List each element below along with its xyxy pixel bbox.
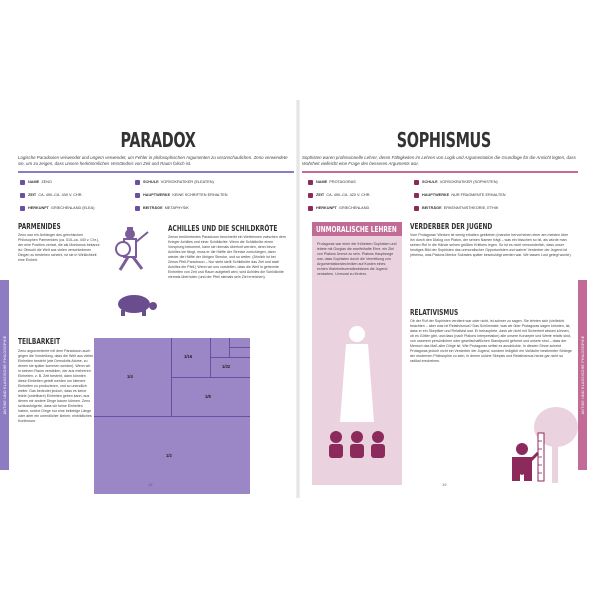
teilbarkeit-heading: TEILBARKEIT — [18, 337, 61, 346]
person-icon — [20, 180, 25, 185]
books-icon — [135, 193, 140, 198]
right-info-zeit — [316, 193, 371, 198]
left-name-value: ZENO — [41, 180, 52, 184]
school-icon — [135, 180, 140, 185]
relativismus-heading: RELATIVISMUS — [410, 308, 459, 317]
right-beitrag-value: ERKENNTNISTHEORIE, ETHIK — [443, 206, 499, 210]
right-haupt-value: NUR FRAGMENTE ERHALTEN — [451, 193, 506, 197]
right-page-number: 19 — [442, 482, 447, 487]
person-icon — [308, 180, 313, 185]
left-beitrag-label: BEITRÄGE — [143, 206, 163, 210]
relativismus-text: Ob der Ruf der Sophisten verdient war oder nicht, ist schwer zu sagen. Sie lehrten sich (vielleicht beachten – aber was Ist Relativismus? Das Schlimmste, was wir über Protagoras sagen könnten, ist, dass er ein Skeptiker und Relativist war. Er behauptete, dass wir nicht mit Sicherheit wissen können, ob es Götter gibt, und dass (nach Platons Interpretation) alle unsere Konzepte und Werte relativ sind, von unserem persönlichen oder gesellschaftlichen Standpunkt geformt und unsere sind – dass der Mensch das Maß aller Dinge ist. Wie Protagoras selbst es ausdrückte. In diesem Sinne scheint Protagoras jedoch nicht ein Verderber der Jugend, sondern lediglich ein Vorläufer bestimmter Stränge der modernen Philosophie zu sein, in denen solche Skepsis und Relativismus heute gar nicht so radikal erscheinen. — [410, 319, 572, 363]
verderber-heading: VERDERBER DER JUGEND — [410, 222, 493, 231]
quarter-block — [94, 338, 172, 416]
scroll-icon — [135, 206, 140, 211]
right-info-haupt — [422, 193, 506, 198]
left-zeit-label: ZEIT — [28, 193, 37, 197]
left-info-schule — [143, 180, 214, 185]
left-page-number: 18 — [148, 482, 153, 487]
left-schule-label: SCHULE — [143, 180, 159, 184]
right-herkunft-label: HERKUNFT — [316, 206, 337, 210]
left-title: PARADOX — [120, 128, 196, 152]
right-name-value: PROTAGORAS — [329, 180, 356, 184]
achilles-heading: ACHILLES UND DIE SCHILDKRÖTE — [168, 224, 278, 233]
books-icon — [414, 193, 419, 198]
school-icon — [414, 180, 419, 185]
right-sidebar-text: ANTIKE UND KLASSISCHE PHILOSOPHIE — [580, 335, 585, 415]
right-herkunft-value: GRIECHENLAND — [339, 206, 370, 210]
right-info-herkunft — [316, 206, 369, 211]
left-schule-value: VORSOKRATIKER (ELEATEN) — [160, 180, 214, 184]
left-zeit-value: CA. 490–CA. 430 V. CHR. — [38, 193, 83, 197]
book-gutter — [296, 100, 300, 498]
measuring-man-illustration — [498, 405, 578, 485]
left-herkunft-value: GRIECHENLAND (ELEA) — [51, 206, 95, 210]
achilles-tortoise-illustration — [106, 224, 166, 336]
left-herkunft-label: HERKUNFT — [28, 206, 49, 210]
right-intro: Sophisten waren professionelle Lehrer, deren Fähigkeiten im Lehren von Logik und Argumentation die Grundlage für die Ansicht legten, dass Wahrheit vielleicht eine Frage des besseren Arguments war. — [302, 155, 576, 166]
left-sidebar-tab — [0, 280, 9, 470]
eighth-label: 1/8 — [205, 394, 211, 399]
thirtysecond-label: 1/32 — [222, 364, 231, 369]
left-beitrag-value: METAPHYSIK — [164, 206, 189, 210]
right-rule — [302, 171, 578, 173]
right-page — [302, 100, 585, 498]
left-haupt-value: KEINE SCHRIFTEN ERHALTEN — [172, 193, 228, 197]
left-intro: Logische Paradoxien verwendet und ungern verwendet, um Fehler in philosophischen Argumenten zu veranschaulichen. Zeno verwendete sie, um zu zeigen, dass unsere herkömmliches Verständnis von Zeit und Raum falsch ist. — [18, 155, 288, 166]
small-block-b — [230, 347, 250, 357]
right-info-name — [316, 180, 356, 185]
unmoralisch-panel — [312, 222, 402, 485]
right-zeit-label: ZEIT — [316, 193, 325, 197]
quarter-label: 1/4 — [127, 374, 133, 379]
right-info-schule — [422, 180, 498, 185]
left-info-name — [28, 180, 52, 185]
right-info-beitrag — [422, 206, 498, 211]
right-schule-label: SCHULE — [422, 180, 438, 184]
left-name-label: NAME — [28, 180, 40, 184]
calendar-icon — [308, 193, 313, 198]
left-rule — [18, 171, 294, 173]
parmenides-text: Zeno war ein Anhänger des griechischen Philosophen Parmenides (ca. 515–ca. 440 v. Chr.), der eine Position vertrat, die als Monismus bekannt ist: Obwohl die Welt aus vielen verschiedenen Dingen zu bestehen scheint, ist sie in Wirklichkeit eine Einheit. — [18, 233, 100, 262]
half-block — [94, 416, 250, 494]
unmoralisch-text: Protagoras war einer der frühesten Sophisten und leitete mit Gorgias die zweifelhafte Ehre, ein Ziel von Platons Unmut zu sein. Platons Hauptsorge war, dass Sophisten durch die Vermittlung von Argumentationstechniken auf Kosten eines echten Wahrheitsverständnisses die Jugend verdarben, Unmoral zu fördern. — [317, 242, 397, 276]
half-label: 1/2 — [166, 453, 172, 458]
left-info-haupt — [143, 193, 228, 198]
verderber-text: Vom Protagoras' Werken ist wenig erhalten geblieben (manche hervorheben einer am meisten über ihn durch den Dialog von Platon, der seinen Namen trägt – was ein bisschen so ist, als würde man seinen Ruf in die Hände seines größten Kritikers legen. So ist es nicht verwunderlich, dass unser heutiges Bild der Sophisten das unmoralischer Opportunisten und wahrer Verderber der Jugend ist (ebenso, was Platons Mentor Sokrates später beschuldigt werden war. Wir lassen Lust gelegt wurde). — [410, 233, 572, 257]
left-info-herkunft — [28, 206, 94, 211]
left-info-beitrag — [143, 206, 189, 211]
right-haupt-label: HAUPTWERKE — [422, 193, 450, 197]
tortoise-icon — [118, 295, 157, 316]
calendar-icon — [20, 193, 25, 198]
document-icon — [308, 206, 313, 211]
eighth-block — [172, 377, 250, 416]
parmenides-heading: PARMENIDES — [18, 222, 61, 231]
right-sidebar-tab — [578, 280, 587, 470]
document-icon — [20, 206, 25, 211]
right-title: SOPHISMUS — [396, 128, 491, 152]
achilles-text: Zenos berühmtestes Paradoxon beschreibt ein Wettrennen zwischen dem Krieger Achilles und einer Schildkröte. Wenn die Schildkröte einen Vorsprung bekommt, kann sie niemals überholt werden, denn bevor Achilles sie fängt, muss er die Hälfte der Strecke zurücklegen, dann wieder die Hälfte der übrigen Strecke, und so weiter. (Ähnlich ist bei Zenos Pfeil-Paradoxon – Nur steht stellt Schildkröte das Ziel und statt Achilles ein Pfeil.) Wenn wir uns vorstellen, dass die Welt in getrennte Einheiten von Zeit und Raum aufgeteilt wird, wird Achilles die Schildkröte niemals überholen (und der Pfeil niemals sein Ziel erreichen). — [168, 235, 286, 279]
left-haupt-label: HAUPTWERKE — [143, 193, 171, 197]
thirtysecond-block — [211, 357, 250, 377]
sixteenth-label: 1/16 — [184, 354, 193, 359]
crouching-man-icon — [512, 443, 538, 481]
right-schule-value: VORSOKRATIKER (SOPHISTEN) — [439, 180, 498, 184]
achilles-icon — [116, 227, 148, 270]
orator-icon — [340, 326, 374, 422]
sixteenth-block — [172, 338, 211, 377]
scroll-icon — [414, 206, 419, 211]
right-zeit-value: CA. 490–CA. 420 V. CHR. — [326, 193, 371, 197]
ruler-icon — [538, 433, 544, 481]
left-info-zeit — [28, 193, 83, 198]
sophist-figures-illustration — [324, 322, 390, 472]
audience-icon — [329, 431, 385, 458]
subdivision-square — [94, 338, 250, 494]
unmoralisch-heading: UNMORALISCHE LEHREN — [316, 225, 397, 234]
small-block-a — [211, 338, 230, 357]
right-name-label: NAME — [316, 180, 328, 184]
teilbarkeit-text: Zeno argumentierte mit dem Paradoxon auch gegen die Vorstellung, dass die Welt aus vielen Einheiten besteht (wie Demokrits Atome, zu denen sie später kommen werden). Wenn wir in seinem Raum versteilen, der aus mehreren Einheiten, z. B. Zeit besteht, dann könnten diese Einheiten geteilt werden um kleinere Einheiten zu produzieren, und so unendlich weiter. Das bedeutet jedoch, dass es keine letzte (unteilbare) Einheiten geben kann, aus denen wir andere Dinge bauen können. Zeno schlussfolgerte, dass wir keine Einheiten haben, solche Dinge nur eine beliebige Länge oder aber ein unendlicher kleiner, einbildliches Kontinuum. — [18, 349, 94, 423]
left-page — [2, 100, 294, 498]
right-beitrag-label: BEITRÄGE — [422, 206, 442, 210]
left-sidebar-text: ANTIKE UND KLASSISCHE PHILOSOPHIE — [2, 335, 7, 415]
